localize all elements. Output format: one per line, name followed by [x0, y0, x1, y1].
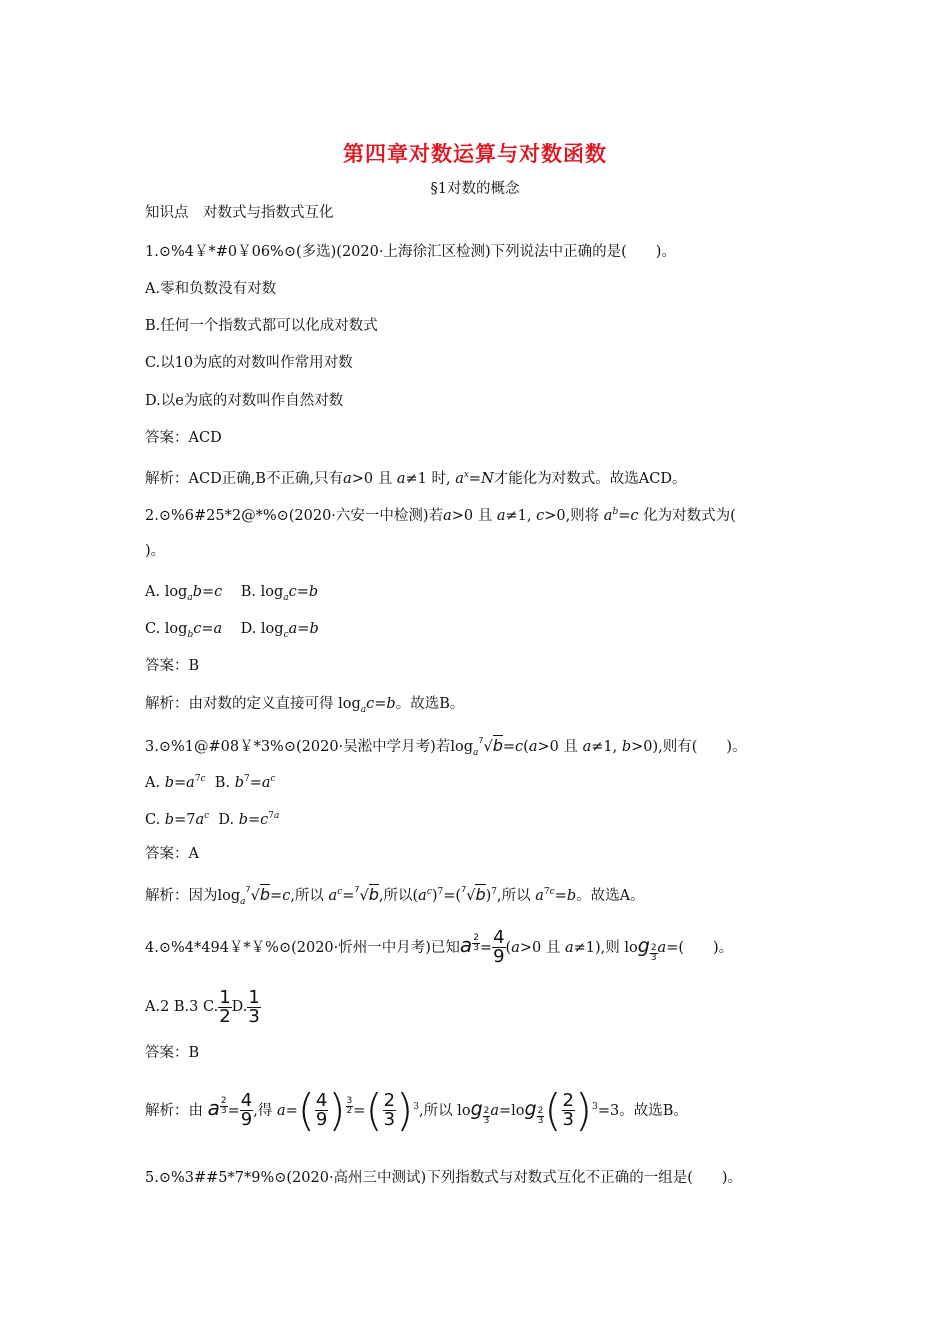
q1-stem: 1.⊙%4￥*#0￥06%⊙(多选)(2020·上海徐汇区检测)下列说法中正确的是( )。: [145, 244, 676, 260]
q4-options: A.2 B.3 C. $\frac{1}{2}$ D. $\frac{1}{3}$: [145, 986, 260, 1027]
q1-option-d: D.以e为底的对数叫作自然对数: [145, 393, 344, 409]
q2-answer: 答案：B: [145, 658, 200, 674]
q2-stem: 2.⊙%6#25*2@*%⊙(2020·六安一中检测)若a>0 且 a≠1, c>0,则将 $a^b=c$ 化为对数式为(: [145, 507, 736, 524]
section-title: §1对数的概念: [430, 181, 520, 197]
q3-options-ab: A. $b=a^{7c}$ B. $b^7=a^c$: [145, 774, 276, 791]
q4-answer: 答案：B: [145, 1045, 200, 1061]
q1-answer: 答案：ACD: [145, 430, 222, 446]
knowledge-point: 知识点 对数式与指数式互化: [145, 205, 334, 221]
q1-option-c: C.以10为底的对数叫作常用对数: [145, 355, 353, 371]
q4-stem: 4.⊙%4*494￥*￥%⊙(2020·忻州一中月考)已知a $^{\frac{2}{3}}$ = $\frac{4}{9}$ (a>0 且 a≠1),则 log $_{\frac{2}{3}}$ a=( )。: [145, 927, 734, 968]
q2-stem-end: )。: [145, 543, 166, 559]
q1-option-a: A.零和负数没有对数: [145, 281, 277, 297]
q2-analysis: 解析：由对数的定义直接可得 $\log_ac=b$。故选B。: [145, 696, 465, 715]
page-title: 第四章对数运算与对数函数: [343, 141, 607, 166]
q3-answer: 答案：A: [145, 846, 199, 862]
q5-stem: 5.⊙%3##5*7*9%⊙(2020·高州三中测试)下列指数式与对数式互化不正确的一组是( )。: [145, 1170, 743, 1186]
q1-option-b: B.任何一个指数式都可以化成对数式: [145, 318, 378, 334]
q3-analysis: 解析：因为$\log_a^7√b=c$,所以 $a^c=^7√b$,所以$(a^c)^7=(^7√b)^7$,所以 $a^{7c}=b$。故选A。: [145, 885, 645, 907]
q4-analysis: 解析：由 a $^{\frac{2}{3}}$ = $\frac{4}{9}$ ,得 a=( $\frac{4}{9}$ ) $^{\frac{3}{2}}$ =( $\frac{2}{3}$ )$^3$,所以 log $_{\frac{2}{3}}$ a=log $_{\frac{2}{3}}$ ( $\frac{2}{3}$ )$^3$=3。故选B。: [145, 1084, 688, 1136]
q2-options-cd: C. $\log_bc=a$ D. $\log_ca=b$: [145, 621, 319, 640]
q2-options-ab: A. $\log_ab=c$ B. $\log_ac=b$: [145, 584, 319, 603]
q3-options-cd: C. $b=7a^c$ D. $b=c^{7a}$: [145, 811, 280, 828]
q1-analysis: 解析：ACD正确,B不正确,只有a>0 且 a≠1 时, $a^x=N$才能化为对数式。故选ACD。: [145, 470, 687, 487]
q3-stem: 3.⊙%1@#08￥*3%⊙(2020·吴淞中学月考)若$\log_a^7√b=c(a>0$ 且 a≠1, b>0),则有( )。: [145, 736, 747, 758]
